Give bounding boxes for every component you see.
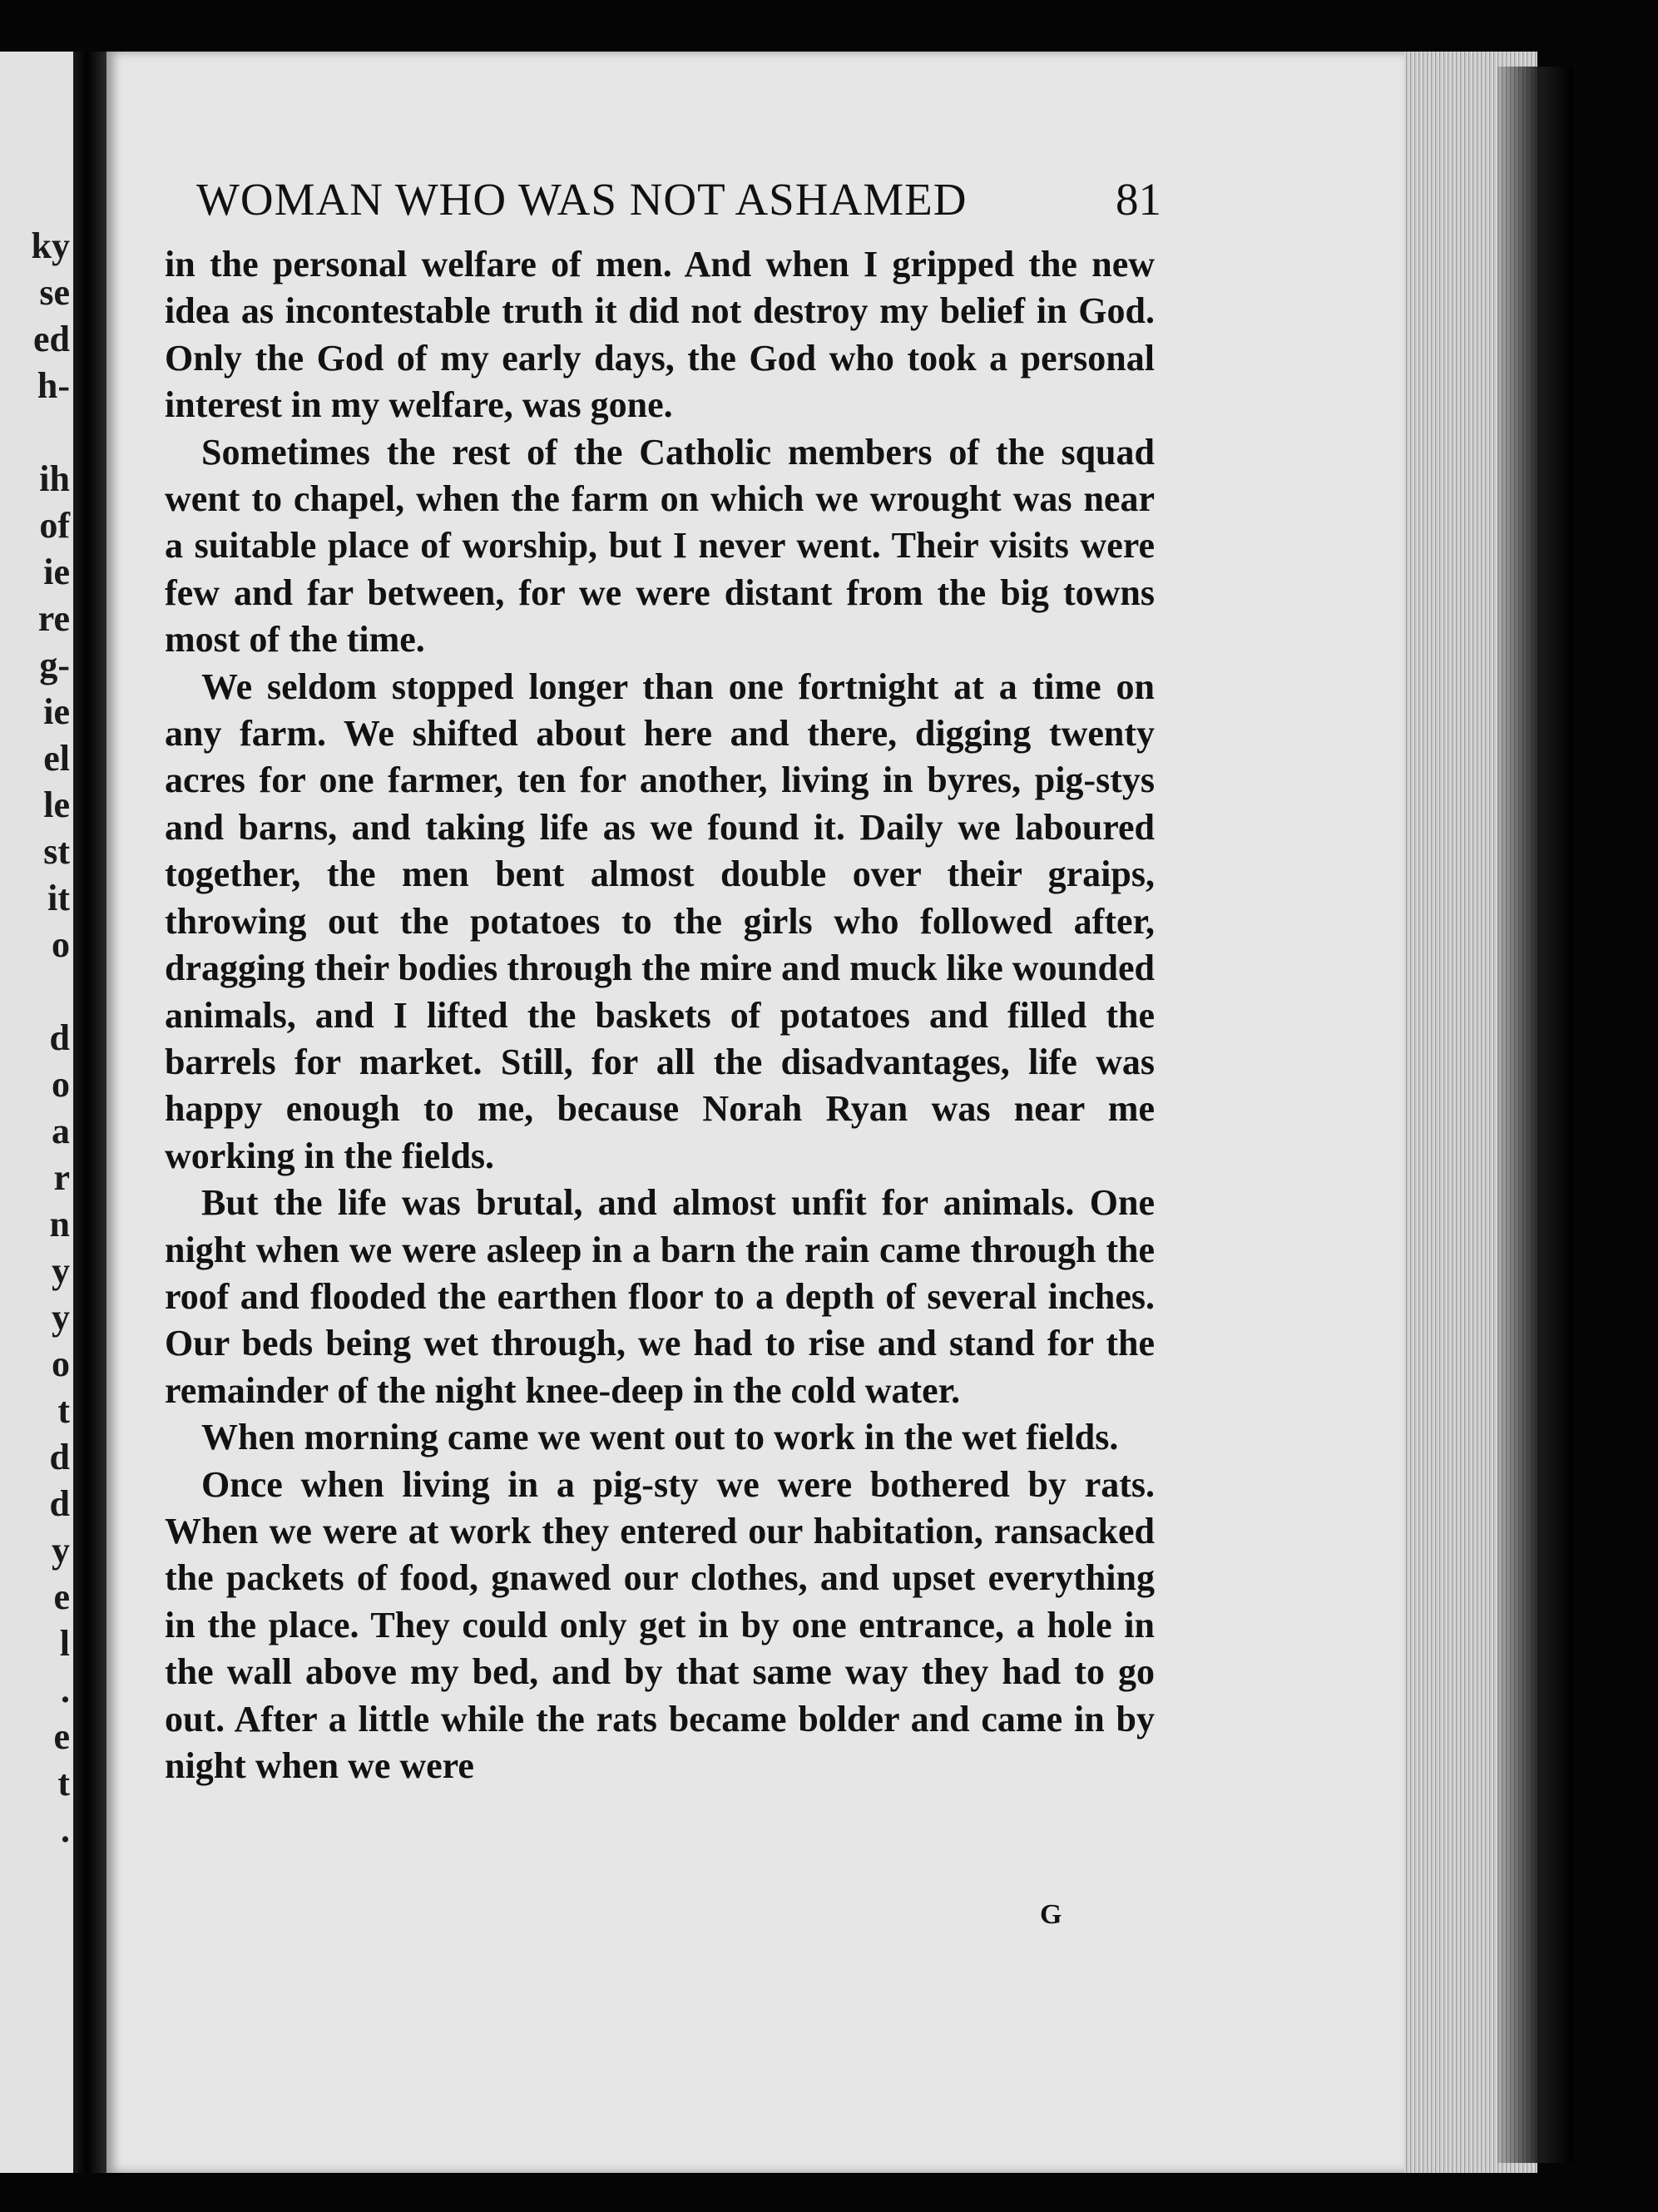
facing-page-fragment: se	[39, 272, 70, 313]
facing-page-fragment: of	[39, 505, 70, 546]
facing-page-fragment: y	[52, 1297, 70, 1338]
facing-page-fragment: o	[52, 924, 70, 965]
facing-page-text-fragments	[0, 52, 77, 2173]
facing-page-fragment: l	[59, 1623, 70, 1664]
facing-page-fragment: ky	[31, 225, 70, 266]
facing-page-fragment: el	[43, 738, 70, 779]
running-title: WOMAN WHO WAS NOT ASHAMED	[196, 174, 968, 225]
facing-page-fragment: ih	[39, 458, 70, 499]
facing-page-fragment: re	[37, 598, 70, 639]
facing-page-fragment: e	[53, 1716, 70, 1757]
facing-page-fragment: it	[47, 878, 70, 918]
facing-page-fragment: a	[52, 1111, 70, 1151]
facing-page-fragment: ed	[33, 319, 70, 359]
facing-page-fragment: .	[61, 1809, 70, 1850]
facing-page-fragment: ie	[43, 552, 70, 592]
facing-page-fragment: g-	[39, 645, 70, 685]
facing-page-fragment: y	[52, 1530, 70, 1571]
facing-page-fragment: t	[57, 1390, 70, 1431]
paragraph: We seldom stopped longer than one fortnight at a time on any farm. We shifted about here and there, digging twenty acres for one farmer, ten for another, living in byres, pig-stys and barns, and taking life as we found it. Daily we laboured together, the men bent almost double over their graips, throwing out the potatoes to the girls who followed after, dragging their bodies through the mire and muck like wounded animals, and I lifted the baskets of potatoes and filled the barrels for market. Still, for all the disadvantages, life was happy enough to me, because Norah Ryan was near me working in the fields.	[165, 666, 1155, 1176]
facing-page-fragment: r	[53, 1157, 70, 1198]
paragraph: When morning came we went out to work in the wet fields.	[201, 1417, 1119, 1458]
body-text	[165, 241, 1155, 1789]
facing-page-fragment: h-	[37, 365, 70, 406]
page-edges-shadow	[1497, 67, 1572, 2163]
facing-page-fragment: e	[53, 1576, 70, 1617]
facing-page-fragment: o	[52, 1064, 70, 1105]
facing-page-fragment: st	[43, 831, 70, 872]
facing-page-fragment: n	[49, 1204, 70, 1245]
facing-page-fragment: t	[57, 1763, 70, 1804]
facing-page	[0, 52, 77, 2173]
facing-page-fragment: d	[49, 1437, 70, 1477]
facing-page-fragment: y	[52, 1250, 70, 1291]
facing-page-fragment: .	[61, 1670, 70, 1710]
paragraph: Sometimes the rest of the Catholic members of the squad went to chapel, when the farm on which we wrought was near a suitable place of worship, but I never went. Their visits were few and far between, for we were distant from the big towns most of the time.	[165, 431, 1155, 661]
paragraph: Once when living in a pig-sty we were bothered by rats. When we were at work they entered our habitation, ransacked the packets of food, gnawed our clothes, and upset everything in the place. They could only get in by one entrance, a hole in the wall above my bed, and by that same way they had to go out. After a little while the rats became bolder and came in by night when we were	[165, 1463, 1155, 1786]
facing-page-fragment: d	[49, 1483, 70, 1524]
facing-page-fragment: d	[49, 1017, 70, 1058]
book-gutter	[73, 52, 106, 2173]
facing-page-fragment: le	[43, 784, 70, 825]
page-header	[196, 173, 1161, 240]
facing-page-fragment: ie	[43, 691, 70, 732]
paragraph: But the life was brutal, and almost unfit for animals. One night when we were asleep in a barn the rain came through the roof and flooded the earthen floor to a depth of several inches. Our beds being wet through, we had to rise and stand for the remainder of the night knee-deep in the cold water.	[165, 1182, 1155, 1411]
paragraph: in the personal welfare of men. And when I gripped the new idea as incontestable truth it did not destroy my belief in God. Only the God of my early days, the God who took a personal interest in my welfare, was gone.	[165, 244, 1155, 426]
signature-mark: G	[1040, 1899, 1062, 1930]
page-number: 81	[1116, 174, 1161, 225]
facing-page-fragment: o	[52, 1344, 70, 1384]
